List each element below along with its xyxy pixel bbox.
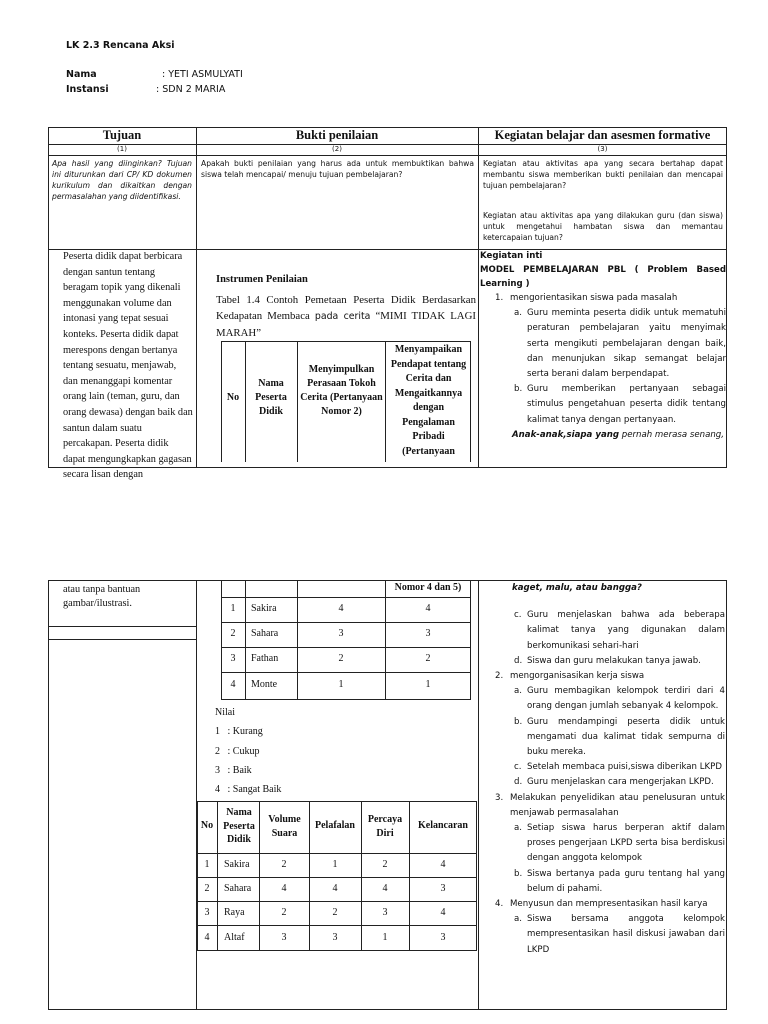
step-2b: b. Guru mendampingi peserta didik untuk mengamati dua kalimat tidak sempurna di buku mereka.: [514, 716, 725, 758]
nilai-item: 4 : Sangat Baik: [215, 784, 282, 796]
step-3b: b. Siswa bertanya pada guru tentang hal yang belum di pahami.: [514, 868, 725, 894]
guide-kegiatan-b: Kegiatan atau aktivitas apa yang dilakukan guru (dan siswa) untuk mengetahui hambatan siswa dan memantau ketercapaian tujuan?: [483, 211, 723, 242]
step-1c: c. Guru menjelaskan bahwa ada beberapa kalimat tanya yang digunakan dalam berkomunikasi sehari-hari: [514, 610, 725, 651]
table2-cell: 4: [382, 883, 388, 894]
table1-cell: 3: [230, 653, 236, 664]
step-1b: b. Guru memberikan pertanyaan sebagai stimulus pengetahuan peserta didik tentang kalimat tanya dengan pertanyaan.: [514, 384, 726, 425]
step-2c: c. Setelah membaca puisi,siswa diberikan LKPD: [514, 762, 722, 773]
table1-header-menyampaikan: Menyampaikan Pendapat tentang Cerita dan Mengaitkannya dengan Pengalaman Pribadi (Pertanyaan: [390, 344, 467, 457]
table2-header-no: No: [200, 820, 214, 831]
table2-header-percaya-diri: Percaya Diri: [367, 814, 403, 839]
table2: [197, 801, 477, 951]
nilai-legend: [215, 703, 281, 799]
table2-cell: 2: [281, 859, 287, 870]
instrumen-caption: Tabel 1.4 Contoh Pemetaan Peserta Didik Berdasarkan Kedapatan Membaca pada cerita “MIMI TIDAK LAGI MARAH”: [216, 294, 476, 339]
step-1d: d. Siswa dan guru melakukan tanya jawab.: [514, 655, 701, 666]
table1-cell: 4: [425, 603, 431, 614]
table2-header-pelafalan: Pelafalan: [315, 820, 355, 831]
nilai-title: Nilai: [215, 707, 235, 718]
table2-cell: 3: [440, 883, 446, 894]
table2-cell: Sahara: [224, 883, 252, 894]
table2-cell: 2: [281, 907, 287, 918]
table2-cell: 2: [204, 883, 210, 894]
instansi-value: : SDN 2 MARIA: [156, 84, 226, 95]
table1-body: [221, 580, 471, 700]
table1-cell: 4: [338, 603, 344, 614]
kegiatan-page2: [480, 581, 725, 958]
table2-cell: 2: [382, 859, 388, 870]
table1-cell: Monte: [251, 679, 278, 690]
kegiatan-page1: [480, 249, 726, 443]
table1-header-no: No: [226, 392, 240, 403]
table2-cell: 3: [332, 932, 338, 943]
table1-cell: Sakira: [251, 603, 277, 614]
guide-tujuan: Apa hasil yang diinginkan? Tujuan ini diturunkan dari CP/ KD dokumen kurikulum dan dikaitkan dengan permasalahan yang diidentifikasi.: [52, 159, 192, 201]
quote-line: Anak-anak,siapa yang pernah merasa senang,: [512, 429, 724, 440]
table1-header-nama: Nama Peserta Didik: [255, 378, 287, 417]
nilai-item: 1 : Kurang: [215, 726, 263, 738]
table2-header-kelancaran: Kelancaran: [418, 820, 468, 831]
table1-cell: 1: [230, 603, 236, 614]
table2-cell: 3: [204, 907, 210, 918]
table2-cell: 3: [440, 932, 446, 943]
column-header-kegiatan: Kegiatan belajar dan asesmen formative: [494, 128, 711, 142]
quote-continued: kaget, malu, atau bangga?: [512, 583, 642, 593]
step-2d: d. Guru menjelaskan cara mengerjakan LKPD.: [514, 777, 714, 788]
column-number-3: (3): [597, 145, 608, 153]
guide-bukti: Apakah bukti penilaian yang harus ada untuk membuktikan bahwa siswa telah mencapai/ menuju tujuan pembelajaran?: [201, 159, 474, 179]
table1-cell: 1: [425, 679, 431, 690]
column-number-2: (2): [332, 145, 342, 153]
step-2: 2. mengorganisasikan kerja siswa: [495, 671, 645, 682]
table2-cell: Sakira: [224, 859, 250, 870]
nama-value: : YETI ASMULYATI: [162, 69, 243, 80]
table2-cell: 2: [332, 907, 338, 918]
table2-cell: 4: [440, 907, 446, 918]
tujuan-text-part2: atau tanpa bantuan gambar/ilustrasi.: [63, 584, 141, 609]
table2-header-volume: Volume Suara: [268, 814, 301, 839]
instansi-label: Instansi: [66, 84, 109, 95]
step-3: 3. Melakukan penyelidikan atau penelusuran untuk menjawab permasalahan: [495, 792, 725, 818]
table2-cell: 1: [382, 932, 388, 943]
nilai-item: 3 : Baik: [215, 764, 252, 776]
step-1a: a. Guru meminta peserta didik untuk mematuhi peraturan pembelajaran yaitu menyimak serta mengikuti pembelajaran dengan baik, dan menunjukan sikap semangat belajar serta berani dalam berpendapat.: [514, 308, 726, 380]
table2-header-nama: Nama Peserta Didik: [223, 807, 255, 845]
step-4a: a. Siswa bersama anggota kelompok mempresentasikan hasil diskusi jawaban dari LKPD: [514, 914, 725, 955]
table2-cell: 1: [332, 859, 338, 870]
step-1: 1. mengorientasikan siswa pada masalah: [495, 293, 678, 303]
table1-cell: 2: [425, 653, 431, 664]
table1-cell: 1: [338, 679, 344, 690]
table1-cell: 3: [338, 628, 344, 639]
table1-cell: 2: [230, 628, 236, 639]
step-3a: a. Setiap siswa harus berperan aktif dalam proses pengerjaan LKPD serta bisa berdiskusi dengan anggota kelompok: [514, 823, 725, 864]
guide-kegiatan-a: Kegiatan atau aktivitas apa yang secara bertahap dapat membantu siswa memberikan bukti penilaian dan mencapai tujuan pembelajaran?: [483, 159, 723, 190]
table2-cell: 3: [382, 907, 388, 918]
table2-cell: Altaf: [224, 932, 245, 943]
table1-header-cont: Nomor 4 dan 5): [394, 582, 462, 593]
table1-cell: 4: [230, 679, 236, 690]
table1-cell: 2: [338, 653, 344, 664]
kegiatan-inti-heading: Kegiatan inti: [480, 251, 543, 261]
table1-header-menyimpulkan: Menyimpulkan Perasaan Tokoh Cerita (Pertanyaan Nomor 2): [300, 364, 383, 417]
table1-cell: Sahara: [251, 628, 279, 639]
column-header-tujuan: Tujuan: [102, 128, 142, 142]
table1-cell: 3: [425, 628, 431, 639]
table2-cell: 4: [281, 883, 287, 894]
column-header-bukti: Bukti penilaian: [295, 128, 379, 142]
table2-cell: 1: [204, 859, 210, 870]
table2-cell: 4: [204, 932, 210, 943]
instrumen-heading: Instrumen Penilaian: [216, 274, 308, 285]
step-2a: a. Guru membagikan kelompok terdiri dari 4 orang dengan jumlah sebanyak 4 kelompok.: [514, 686, 725, 712]
table2-cell: 4: [440, 859, 446, 870]
nama-label: Nama: [66, 69, 97, 80]
step-4: 4. Menyusun dan mempresentasikan hasil karya: [495, 899, 708, 910]
column-number-1: (1): [117, 145, 127, 153]
tujuan-text-part1: Peserta didik dapat berbicara dengan santun tentang beragam topik yang dikenali menggunakan volume dan intonasi yang tepat sesuai konteks. Peserta didik dapat merespons dengan bertanya tentang sesuatu, menjawab, dan menanggapi komentar orang lain (teman, guru, dan orang dewasa) dengan baik dan santun dalam suatu percakapan. Peserta didik dapat mengungkapkan gagasan secara lisan dengan: [63, 251, 193, 481]
model-pbl: MODEL PEMBELAJARAN PBL ( Problem Based Learning ): [480, 265, 726, 289]
nilai-item: 2 : Cukup: [215, 745, 260, 757]
table1-header: [221, 341, 471, 462]
table1-cell: Fathan: [251, 653, 279, 664]
document-title: LK 2.3 Rencana Aksi: [66, 40, 175, 51]
table2-cell: 4: [332, 883, 338, 894]
table2-cell: Raya: [224, 907, 245, 918]
table2-cell: 3: [281, 932, 287, 943]
